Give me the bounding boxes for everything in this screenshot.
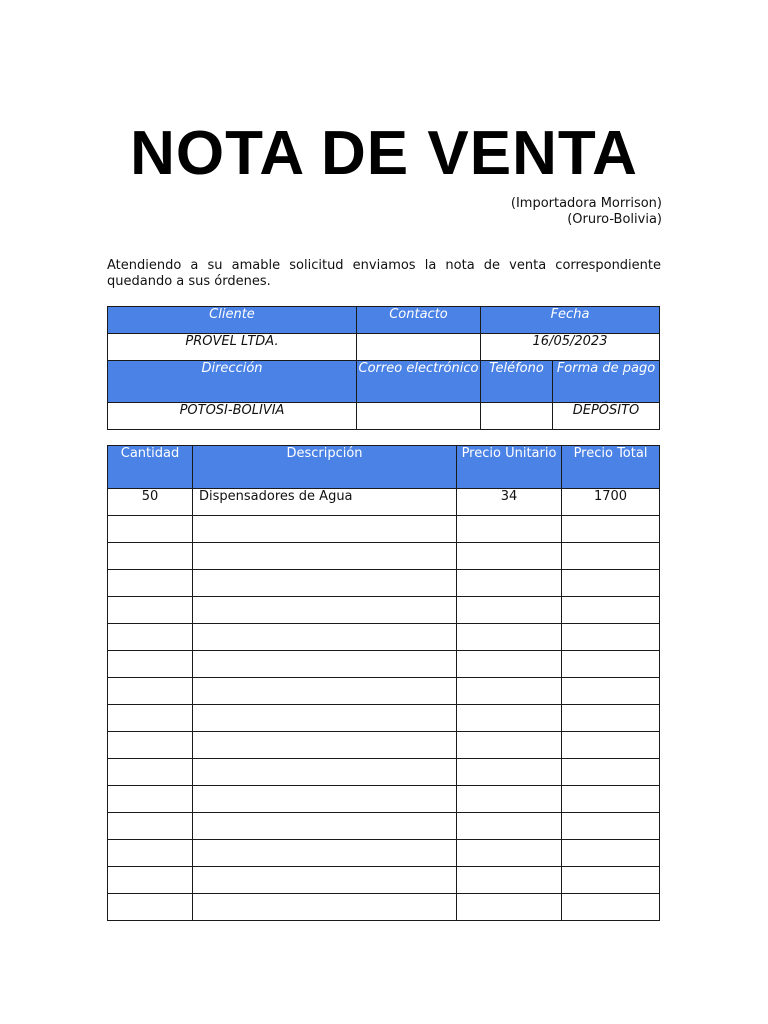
precio-unitario-cell	[457, 678, 562, 705]
items-header-row	[108, 446, 660, 489]
cantidad-cell	[108, 624, 193, 651]
precio-total-cell: 1700	[562, 489, 660, 516]
table-row	[108, 651, 660, 678]
descripcion-header: Descripción	[193, 446, 457, 489]
descripcion-cell	[193, 813, 457, 840]
table-row	[108, 732, 660, 759]
table-row	[108, 786, 660, 813]
cantidad-cell	[108, 840, 193, 867]
descripcion-cell	[193, 867, 457, 894]
items-table	[107, 445, 660, 921]
cantidad-cell	[108, 651, 193, 678]
descripcion-cell	[193, 759, 457, 786]
precio-unitario-cell	[457, 543, 562, 570]
cantidad-cell	[108, 516, 193, 543]
table-row	[108, 894, 660, 921]
direccion-header: Dirección	[108, 361, 357, 403]
descripcion-cell	[193, 570, 457, 597]
precio-unitario-header: Precio Unitario	[457, 446, 562, 489]
forma-pago-value: DEPÓSITO	[553, 403, 660, 430]
correo-value	[357, 403, 481, 430]
precio-total-cell	[562, 570, 660, 597]
cantidad-cell	[108, 732, 193, 759]
precio-total-cell	[562, 705, 660, 732]
cantidad-cell	[108, 867, 193, 894]
cantidad-cell	[108, 597, 193, 624]
cantidad-cell	[108, 570, 193, 597]
precio-unitario-cell	[457, 732, 562, 759]
contacto-header: Contacto	[357, 307, 481, 334]
telefono-value	[481, 403, 553, 430]
precio-unitario-cell	[457, 759, 562, 786]
precio-unitario-cell	[457, 624, 562, 651]
client-header-row	[108, 307, 660, 334]
precio-unitario-cell	[457, 651, 562, 678]
precio-total-cell	[562, 516, 660, 543]
precio-unitario-cell	[457, 867, 562, 894]
precio-unitario-cell	[457, 597, 562, 624]
table-row	[108, 570, 660, 597]
precio-total-cell	[562, 543, 660, 570]
descripcion-cell	[193, 624, 457, 651]
precio-total-cell	[562, 624, 660, 651]
cantidad-header: Cantidad	[108, 446, 193, 489]
cliente-value: PROVEL LTDA.	[108, 334, 357, 361]
precio-total-cell	[562, 759, 660, 786]
table-row	[108, 813, 660, 840]
descripcion-cell	[193, 543, 457, 570]
cantidad-cell	[108, 813, 193, 840]
descripcion-cell	[193, 651, 457, 678]
address-value-row	[108, 403, 660, 430]
fecha-header: Fecha	[481, 307, 660, 334]
precio-total-cell	[562, 840, 660, 867]
precio-unitario-cell	[457, 516, 562, 543]
company-location: (Oruro-Bolivia)	[567, 212, 662, 227]
direccion-value: POTOSI-BOLIVIA	[108, 403, 357, 430]
table-row	[108, 840, 660, 867]
precio-total-cell	[562, 786, 660, 813]
descripcion-cell	[193, 732, 457, 759]
table-row	[108, 678, 660, 705]
table-row	[108, 624, 660, 651]
contacto-value	[357, 334, 481, 361]
precio-total-cell	[562, 813, 660, 840]
table-row	[108, 597, 660, 624]
cantidad-cell	[108, 705, 193, 732]
table-row	[108, 543, 660, 570]
cantidad-cell	[108, 759, 193, 786]
table-row	[108, 705, 660, 732]
precio-unitario-cell	[457, 894, 562, 921]
precio-total-cell	[562, 678, 660, 705]
precio-total-cell	[562, 651, 660, 678]
descripcion-cell	[193, 516, 457, 543]
client-info-table	[107, 306, 660, 430]
intro-paragraph: Atendiendo a su amable solicitud enviamos la nota de venta correspondiente quedando a sus órdenes.	[107, 258, 661, 289]
precio-unitario-cell: 34	[457, 489, 562, 516]
cantidad-cell	[108, 894, 193, 921]
precio-total-cell	[562, 867, 660, 894]
descripcion-cell	[193, 705, 457, 732]
company-name: (Importadora Morrison)	[510, 196, 662, 211]
address-header-row	[108, 361, 660, 403]
cantidad-cell: 50	[108, 489, 193, 516]
precio-unitario-cell	[457, 840, 562, 867]
fecha-value: 16/05/2023	[481, 334, 660, 361]
descripcion-cell	[193, 786, 457, 813]
descripcion-cell	[193, 894, 457, 921]
descripcion-cell: Dispensadores de Agua	[193, 489, 457, 516]
precio-total-cell	[562, 732, 660, 759]
precio-unitario-cell	[457, 813, 562, 840]
company-info	[511, 196, 662, 228]
cantidad-cell	[108, 786, 193, 813]
table-row	[108, 516, 660, 543]
descripcion-cell	[193, 840, 457, 867]
forma-pago-header: Forma de pago	[553, 361, 660, 403]
precio-total-header: Precio Total	[562, 446, 660, 489]
descripcion-cell	[193, 597, 457, 624]
table-row	[108, 489, 660, 516]
telefono-header: Teléfono	[481, 361, 553, 403]
client-value-row	[108, 334, 660, 361]
cantidad-cell	[108, 678, 193, 705]
precio-total-cell	[562, 894, 660, 921]
precio-unitario-cell	[457, 786, 562, 813]
table-row	[108, 867, 660, 894]
precio-total-cell	[562, 597, 660, 624]
precio-unitario-cell	[457, 705, 562, 732]
precio-unitario-cell	[457, 570, 562, 597]
document-title: NOTA DE VENTA	[130, 119, 638, 188]
cantidad-cell	[108, 543, 193, 570]
table-row	[108, 759, 660, 786]
descripcion-cell	[193, 678, 457, 705]
cliente-header: Cliente	[108, 307, 357, 334]
correo-header: Correo electrónico	[357, 361, 481, 403]
